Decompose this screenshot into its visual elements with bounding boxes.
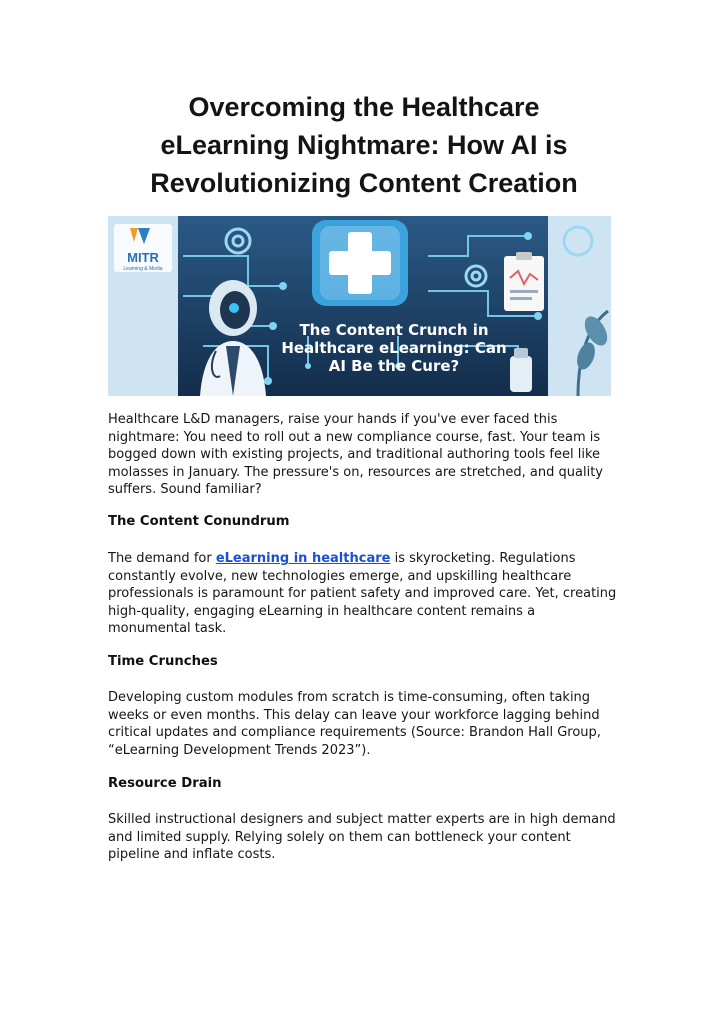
- title-line-3: Revolutionizing Content Creation: [150, 168, 578, 198]
- caption-line-2: Healthcare eLearning: Can: [281, 339, 507, 357]
- conundrum-paragraph: [108, 550, 618, 638]
- conundrum-text-start: The demand for: [108, 551, 216, 566]
- caption-line-1: The Content Crunch in: [299, 321, 489, 339]
- clipboard-icon: [504, 252, 544, 311]
- mitr-logo: [114, 224, 172, 272]
- bottle-icon: [510, 356, 532, 392]
- title-line-1: Overcoming the Healthcare: [188, 92, 540, 122]
- heading-resource-drain: Resource Drain: [108, 776, 222, 791]
- heading-time-crunches: Time Crunches: [108, 654, 218, 669]
- conundrum-text-end: is skyrocketing. Regulations constantly evolve, new technologies emerge, and upskilling healthcare professionals is paramount for patient safety and improved care. Yet, creating high-quality, engaging eLearning in healthcare content remains a monumental task.: [108, 551, 617, 637]
- elearning-healthcare-link[interactable]: eLearning in healthcare: [215, 551, 391, 566]
- logo-subtext: Learning & Media: [123, 266, 163, 272]
- page-title: [108, 88, 620, 202]
- hero-image: [108, 216, 611, 396]
- resource-paragraph: Skilled instructional designers and subject matter experts are in high demand and limited supply. Relying solely on them can bottleneck your content pipeline and inflate costs.: [108, 812, 616, 863]
- intro-paragraph: Healthcare L&D managers, raise your hands if you've ever faced this nightmare: You need to roll out a new compliance course, fast. Your team is bogged down with existing projects, and traditional authoring tools feel like molasses in January. The pressure's on, resources are stretched, and quality suffers. Sound familiar?: [108, 412, 603, 498]
- title-line-2: eLearning Nightmare: How AI is: [160, 130, 568, 160]
- logo-text: MITR: [127, 250, 159, 265]
- heading-content-conundrum: The Content Conundrum: [108, 514, 290, 529]
- caption-line-3: AI Be the Cure?: [328, 357, 460, 375]
- time-paragraph: Developing custom modules from scratch is time-consuming, often taking weeks or even months. This delay can leave your workforce lagging behind critical updates and compliance requirements (Source: Brandon Hall Group, “eLearning Development Trends 2023”).: [108, 690, 601, 758]
- hero-illustration: [108, 216, 611, 396]
